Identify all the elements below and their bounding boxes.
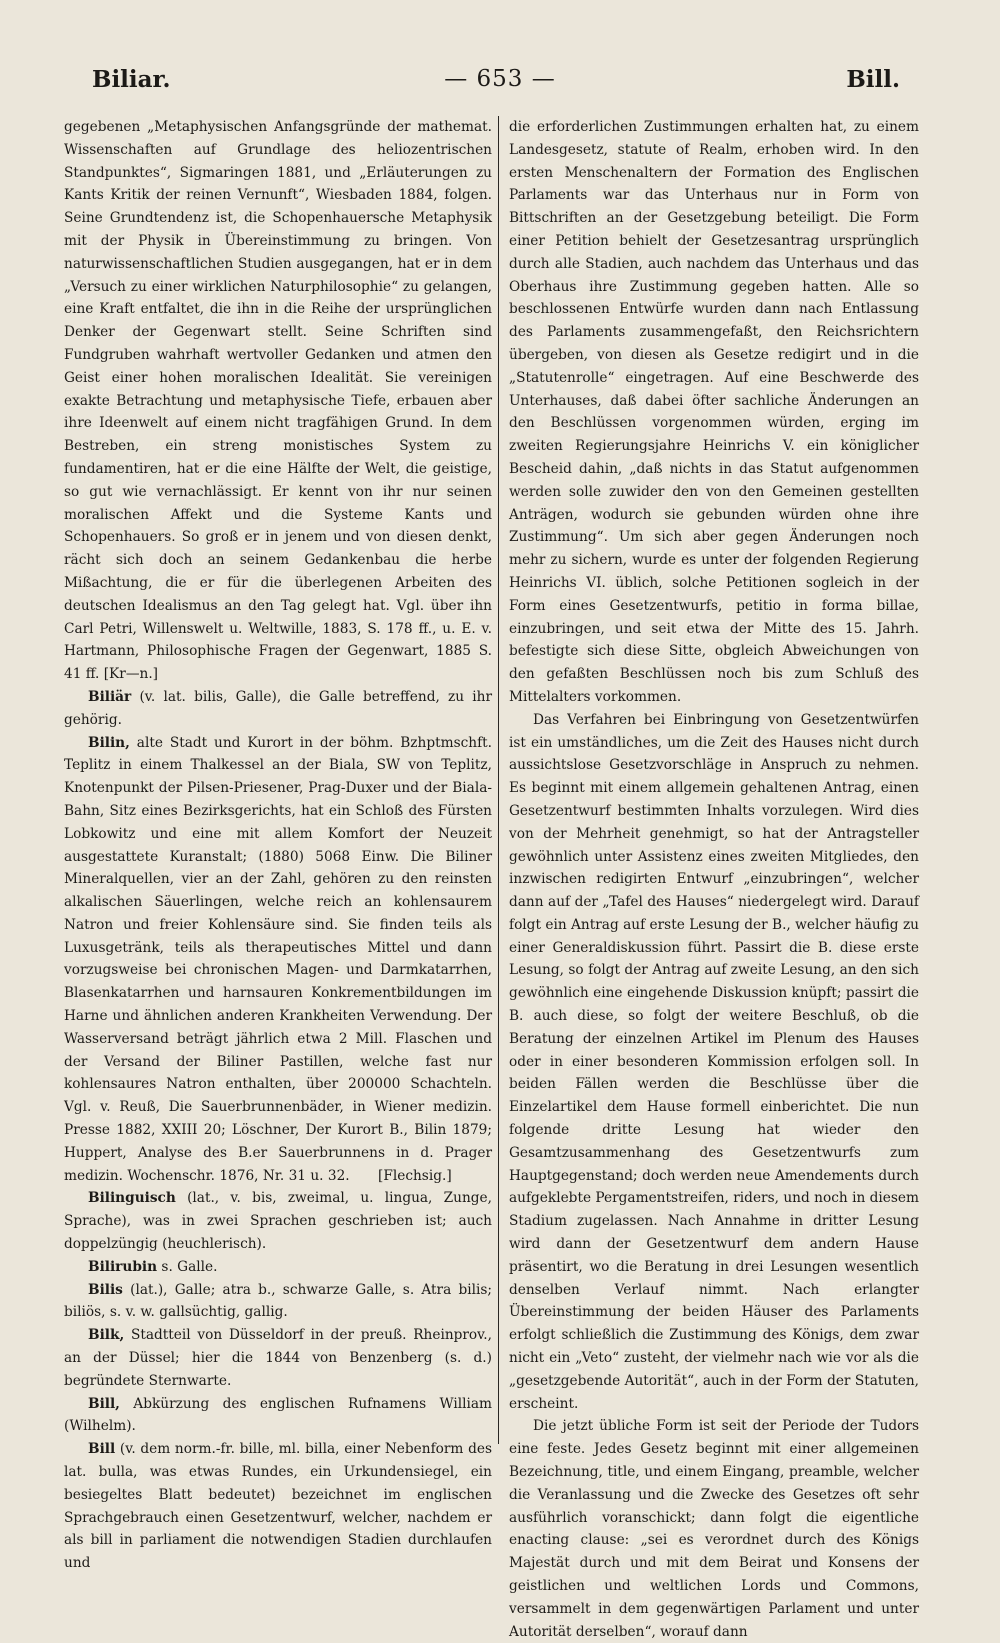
entry-bilis: Bilis (lat.), Galle; atra b., schwarze Galle, s. Atra bilis; biliös, s. v. w. gallsüchtig, gallig. <box>64 1281 492 1321</box>
headword: Bilk, <box>88 1327 125 1344</box>
column-rule <box>498 116 499 1444</box>
paragraph: Die jetzt übliche Form ist seit der Periode der Tudors eine feste. Jedes Gesetz beginnt mit einer allgemeinen Bezeichnung, title, und einem Eingang, preamble, welcher die Veranlassung und die Zwecke des Gesetzes oft sehr ausführlich voranschickt; dann folgt die eigentliche enacting clause: „sei es verordnet durch des Königs Majestät durch und mit dem Beirat und Konsens der geistlichen und weltlichen Lords und Commons, versammelt in dem gegenwärtigen Parlament und unter Autorität derselben“, worauf dann <box>509 1418 919 1640</box>
headword: Bilin, <box>88 734 130 751</box>
headword: Bill, <box>88 1395 120 1412</box>
entry-bilinguisch: Bilinguisch (lat., v. bis, zweimal, u. lingua, Zunge, Sprache), was in zwei Sprachen geschrieben ist; auch doppelzüngig (heuchlerisch). <box>64 1190 492 1253</box>
page-number: — 653 — <box>444 66 556 92</box>
entry-continuation: gegebenen „Metaphysischen Anfangsgründe der mathemat. Wissenschaften auf Grundlage des heliozentrischen Standpunktes“, Sigmaringen 1881, und „Erläuterungen zu Kants Kritik der reinen Vernunft“, Wiesbaden 1884, folgen. Seine Grundtendenz ist, die Schopenhauersche Metaphysik mit der Physik in Übereinstimmung zu bringen. Von naturwissenschaftlichen Studien ausgegangen, hat er in dem „Versuch zu einer wirklichen Naturphilosophie“ zu gelangen, eine Kraft entfaltet, die ihn in die Reihe der ursprünglichen Denker der Gegenwart stellt. Seine Schriften sind Fundgruben wahrhaft wertvoller Gedanken und atmen den Geist einer hohen moralischen Idealität. Sie vereinigen exakte Betrachtung und metaphysische Tiefe, erbauen aber ihre Ideenwelt auf einem nicht tragfähigen Grund. In dem Bestreben, ein streng monistisches System zu fundamentiren, hat er die eine Hälfte der Welt, die geistige, so gut wie vernachlässigt. Er kennt von ihr nur seinen moralischen Affekt und die Systeme Kants und Schopenhauers. So groß er in jenem und von diesen denkt, rächt sich doch an seinem Gedankenbau die herbe Mißachtung, die er für die überlegenen Arbeiten des deutschen Idealismus an den Tag gelegt hat. Vgl. über ihn Carl Petri, Willenswelt u. Weltwille, 1883, S. 178 ff., u. E. v. Hartmann, Philosophische Fragen der Gegenwart, 1885 S. 41 ff. [Kr—n.] <box>64 116 492 686</box>
entry-bilin: Bilin, alte Stadt und Kurort in der böhm. Bzhptmschft. Teplitz in einem Thalkessel an der Biala, SW von Teplitz, Knotenpunkt der Pilsen-Priesener, Prag-Duxer und der Biala-Bahn, Sitz eines Bezirksgerichts, hat ein Schloß des Fürsten Lobkowitz und eine mit allem Komfort der Neuzeit ausgestattete Kuranstalt; (1880) 5068 Einw. Die Biliner Mineralquellen, vier an der Zahl, gehören zu den reinsten alkalischen Säuerlingen, welche reich an kohlensaurem Natron und freier Kohlensäure sind. Sie finden teils als Luxusgetränk, teils als therapeutisches Mittel und dann vorzugsweise bei chronischen Magen- und Darmkatarrhen, Blasenkatarrhen und harnsauren Konkrementbildungen im Harne und ähnlichen anderen Krankheiten Verwendung. Der Wasserversand beträgt jährlich etwa 2 Mill. Flaschen und der Versand der Biliner Pastillen, welche fast nur kohlensaures Natron enthalten, über 200000 Schachteln. Vgl. v. Reuß, Die Sauerbrunnenbäder, in Wiener medizin. Presse 1882, XXIII 20; Löschner, Der Kurort B., Bilin 1879; Huppert, Analyse des B.er Sauerbrunnens in d. Prager medizin. Wochenschr. 1876, Nr. 31 u. 32. [Flechsig.] <box>64 732 492 1188</box>
paragraph: die erforderlichen Zustimmungen erhalten hat, zu einem Landesgesetz, statute of Realm, erhoben wird. In den ersten Menschenaltern der Formation des Englischen Parlaments war das Unterhaus nur in Form von Bittschriften an der Gesetzgebung beteiligt. Die Form einer Petition behielt der Gesetzesantrag ursprünglich durch alle Stadien, auch nachdem das Unterhaus und das Oberhaus ihre Zustimmung gegeben hatten. Alle so beschlossenen Entwürfe wurden dann nach Entlassung des Parlaments zusammengefaßt, den Reichsrichtern übergeben, von diesen als Gesetze redigirt und in die „Statutenrolle“ eingetragen. Auf eine Beschwerde des Unterhauses, daß dabei öfter sachliche Änderungen an den Beschlüssen vorgenommen würden, erging im zweiten Regierungsjahre Heinrichs V. ein königlicher Bescheid dahin, „daß nichts in das Statut aufgenommen werden solle zuwider den von den Gemeinen gestellten Anträgen, wodurch sie gebunden würden ohne ihre Zustimmung“. Um sich aber gegen Änderungen noch mehr zu sichern, wurde es unter der folgenden Regierung Heinrichs VI. üblich, solche Petitionen sogleich in der Form eines Gesetzentwurfs, petitio in forma billae, einzubringen, und seit etwa der Mitte des 15. Jahrh. befestigte sich diese Sitte, obgleich Abweichungen von den gefaßten Beschlüssen noch bis zum Schluß des Mittelalters vorkommen. <box>509 119 919 705</box>
entry-biliaer: Biliär (v. lat. bilis, Galle), die Galle betreffend, zu ihr gehörig. <box>64 688 492 728</box>
entry-bill-name: Bill, Abkürzung des englischen Rufnamens William (Wilhelm). <box>64 1395 492 1435</box>
left-column <box>64 116 492 1575</box>
entry-bilirubin: Bilirubin s. Galle. <box>88 1258 218 1275</box>
entry-bilk: Bilk, Stadtteil von Düsseldorf in der preuß. Rheinprov., an der Düssel; hier die 1844 von Benzenberg (s. d.) begründete Sternwarte. <box>64 1327 492 1389</box>
author-signature: [Flechsig.] <box>378 1167 452 1184</box>
headword: Bilinguisch <box>88 1190 176 1207</box>
right-column <box>509 116 919 1643</box>
headword: Biliär <box>88 688 132 705</box>
headword: Bilirubin <box>88 1258 158 1275</box>
running-head-right: Bill. <box>846 66 900 93</box>
author-signature: [Kr—n.] <box>103 666 159 683</box>
running-head-left: Biliar. <box>92 66 171 93</box>
paragraph: Das Verfahren bei Einbringung von Gesetzentwürfen ist ein umständliches, um die Zeit des Hauses nicht durch aussichtslose Gesetzvorschläge in Anspruch zu nehmen. Es beginnt mit einem allgemein gehaltenen Antrag, einen Gesetzentwurf bestimmten Inhalts vorzulegen. Wird dies von der Mehrheit genehmigt, so hat der Antragsteller gewöhnlich unter Assistenz eines zweiten Mitgliedes, den inzwischen redigirten Entwurf „einzubringen“, welcher dann auf der „Tafel des Hauses“ niedergelegt wird. Darauf folgt ein Antrag auf erste Lesung der B., welcher häufig zu einer Generaldiskussion führt. Passirt die B. diese erste Lesung, so folgt der Antrag auf zweite Lesung, an den sich gewöhnlich eine eingehende Diskussion knüpft; passirt die B. auch diese, so folgt der weitere Beschluß, ob die Beratung der einzelnen Artikel im Plenum des Hauses oder in einer besonderen Kommission erfolgen soll. In beiden Fällen werden die Beschlüsse über die Einzelartikel dem Hause formell einberichtet. Die nun folgende dritte Lesung hat wieder den Gesamtzusammenhang des Gesetzentwurfs zum Hauptgegenstand; doch werden neue Amendements durch aufgeklebte Pergamentstreifen, riders, und noch in diesem Stadium zugelassen. Nach Annahme in dritter Lesung wird dann der Gesetzentwurf dem andern Hause präsentirt, wo die Beratung in drei Lesungen wesentlich denselben Verlauf nimmt. Nach erlangter Übereinstimmung der beiden Häuser des Parlaments erfolgt schließlich die Zustimmung des Königs, dem zwar nicht ein „Veto“ zusteht, der vielmehr nach wie vor als die „gesetzgebende Autorität“, auch in der Form der Statuten, erscheint. <box>509 711 919 1412</box>
entry-bill: Bill (v. dem norm.-fr. bille, ml. billa, einer Nebenform des lat. bulla, was etwas Rundes, ein Urkundensiegel, ein besiegeltes Blatt bedeutet) bezeichnet im englischen Sprachgebrauch einen Gesetzentwurf, welcher, nachdem er als bill in parliament die notwendigen Stadien durchlaufen und <box>64 1441 492 1572</box>
headword: Bill <box>88 1441 116 1458</box>
headword: Bilis <box>88 1281 123 1298</box>
